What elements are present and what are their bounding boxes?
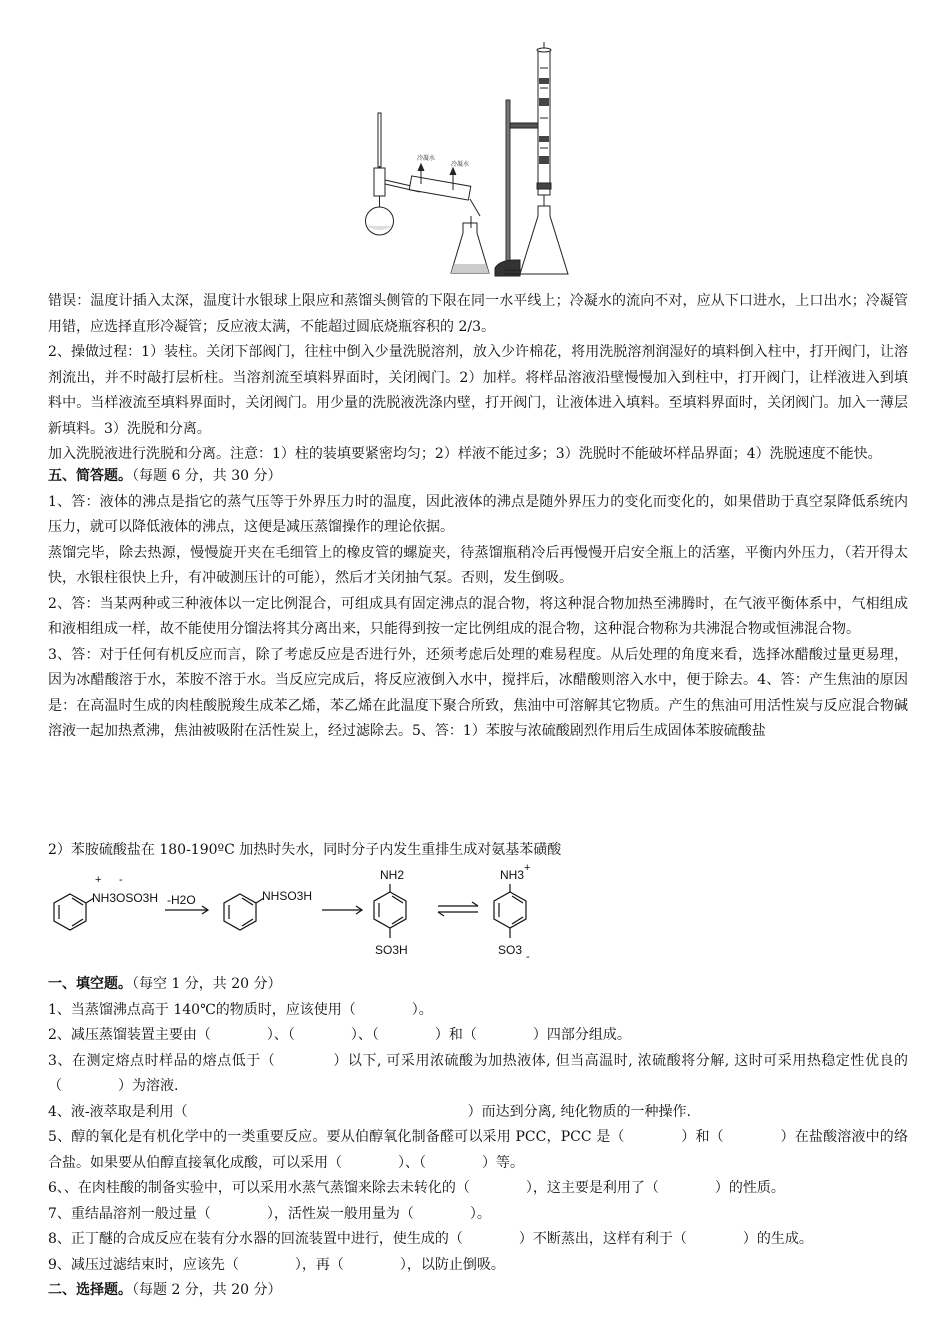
sulfonate-group: SO3 xyxy=(498,943,523,957)
fill-question-6: 6、、在肉桂酸的制备实验中，可以采用水蒸气蒸馏来除去未转化的（ ），这主要是利用了（ ）的性质。 xyxy=(48,1180,785,1196)
sulfonate-charge: - xyxy=(526,951,530,963)
column-procedure: 2、操做过程：1）装柱。关闭下部阀门，往柱中倒入少量洗脱溶剂，放入少许棉花，将用洗脱溶剂润湿好的填料倒入柱中，打开阀门，让溶剂流出，并不时敲打层析柱。当溶剂流至填料界面时，关闭阀门。2）加样。将样品溶液沿壁慢慢加入到柱中，打开阀门，让样液进入到填料中。当样液流至填料界面时，关闭阀门。用少量的洗脱液洗涤内壁，打开阀门，让液体进入填料。至填料界面时，关闭阀门。加入一薄层新填料。3）洗脱和分离。 xyxy=(48,344,908,437)
section-two-title: 二、选择题。 xyxy=(48,1282,132,1298)
answer-section-upper xyxy=(48,289,908,745)
answer-3-5: 3、答：对于任何有机反应而言，除了考虑反应是否进行外，还须考虑后处理的难易程度。从后处理的角度来看，选择冰醋酸过量更易理，因为冰醋酸溶于水，苯胺不溶于水。当反应完成后，将反应液倒入水中，搅拌后，冰醋酸则溶入水中，便于除去。4、答：产生焦油的原因是：在高温时生成的肉桂酸脱羧生成苯乙烯，苯乙烯在此温度下聚合所致，焦油中可溶解其它物质。产生的焦油可用活性炭与反应混合物碱溶液一起加热煮沸，焦油被吸附在活性炭上，经过滤除去。5、答：1）苯胺与浓硫酸剧烈作用后生成固体苯胺硫酸盐 xyxy=(48,646,908,739)
water-label: 冷凝水 xyxy=(451,161,470,168)
fill-question-3: 3、在测定熔点时样品的熔点低于（ ）以下, 可采用浓硫酸为加热液体, 但当高温时, 浓硫酸将分解, 这时可采用热稳定性优良的（ ）为溶液. xyxy=(48,1052,908,1094)
section-five-note: （每题 6 分，共 30 分） xyxy=(132,468,282,484)
error-analysis: 错误：温度计插入太深，温度计水银球上限应和蒸馏头侧管的下限在同一水平线上；冷凝水的流向不对，应从下口进水，上口出水；冷凝管用错，应选择直形冷凝管；反应液太满，不能超过圆底烧瓶容积的 2/3。 xyxy=(48,293,908,335)
section-one-heading xyxy=(48,972,908,998)
answer-1: 1、答：液体的沸点是指它的蒸气压等于外界压力时的温度，因此液体的沸点是随外界压力的变化而变化的，如果借助于真空泵降低系统内压力，就可以降低液体的沸点，这便是减压蒸馏操作的理论依据。 xyxy=(48,493,908,535)
answer-2: 2、答：当某两种或三种液体以一定比例混合，可组成具有固定沸点的混合物，将这种混合物加热至沸腾时，在气液平衡体系中，气相组成和液相组成一样，故不能使用分馏法将其分离出来，只能得到按一定比例组成的混合物，这种混合物称为共沸混合物或恒沸混合物。 xyxy=(48,595,908,637)
fill-question-8: 8、正丁醚的合成反应在装有分水器的回流装置中进行，使生成的（ ）不断蒸出，这样有利于（ ）的生成。 xyxy=(48,1231,813,1247)
intermediate-formula: NHSO3H xyxy=(262,889,313,903)
step-two-text xyxy=(48,838,908,864)
condenser-label: 冷凝水 xyxy=(417,155,436,162)
section-five-heading xyxy=(48,464,908,490)
amine-group: NH2 xyxy=(380,868,405,882)
apparatus-figure xyxy=(355,38,595,288)
fill-question-9: 9、减压过滤结束时，应该先（ ），再（ ），以防止倒吸。 xyxy=(48,1256,505,1273)
ammonium-group: NH3 xyxy=(500,868,525,882)
answer-1-cont: 蒸馏完毕，除去热源，慢慢旋开夹在毛细管上的橡皮管的螺旋夹，待蒸馏瓶稍冷后再慢慢开启安全瓶上的活塞，平衡内外压力，（若开得太快，水银柱很快上升，有冲破测压计的可能），然后才关闭抽气泵。否则，发生倒吸。 xyxy=(48,544,908,586)
elution-notes: 加入洗脱液进行洗脱和分离。注意：1）柱的装填要紧密均匀；2）样液不能过多；3）洗脱时不能破坏样品界面；4）洗脱速度不能快。 xyxy=(48,446,882,462)
section-one-note: （每空 1 分，共 20 分） xyxy=(132,976,282,992)
fill-question-1: 1、当蒸馏沸点高于 140℃的物质时，应该使用（ ）。 xyxy=(48,1001,433,1018)
fill-question-4: 4、液-液萃取是利用（ ）而达到分离, 纯化物质的一种操作. xyxy=(48,1103,691,1120)
section-two-note: （每题 2 分，共 20 分） xyxy=(132,1282,282,1298)
salt-minus-sign: - xyxy=(119,874,123,886)
section-five-title: 五、简答题。 xyxy=(48,468,132,484)
step-two: 2）苯胺硫酸盐在 180-190ºC 加热时失水，同时分子内发生重排生成对氨基苯磺酸 xyxy=(48,842,562,858)
fill-question-2: 2、减压蒸馏装置主要由（ ）、（ ）、（ ）和（ ）四部分组成。 xyxy=(48,1027,631,1043)
quiz-section xyxy=(48,972,908,1304)
section-one-title: 一、填空题。 xyxy=(48,976,132,992)
reaction-scheme xyxy=(40,862,640,970)
ammonium-charge: + xyxy=(524,862,531,874)
fill-question-5: 5、醇的氧化是有机化学中的一类重要反应。要从伯醇氧化制备醛可以采用 PCC，PCC 是（ ）和（ ）在盐酸溶液中的络合盐。如果要从伯醇直接氧化成酸，可以采用（ ）、（ ）等。 xyxy=(48,1129,908,1171)
sulfonic-acid-group: SO3H xyxy=(375,943,408,957)
salt-plus-sign: + xyxy=(95,874,102,886)
section-two-heading xyxy=(48,1278,908,1304)
water-loss-label: -H2O xyxy=(167,893,196,907)
distillation-apparatus xyxy=(366,113,490,273)
fill-question-7: 7、重结晶溶剂一般过量（ ），活性炭一般用量为（ ）。 xyxy=(48,1205,491,1222)
salt-formula: NH3OSO3H xyxy=(92,891,159,905)
chromatography-column xyxy=(495,42,568,276)
